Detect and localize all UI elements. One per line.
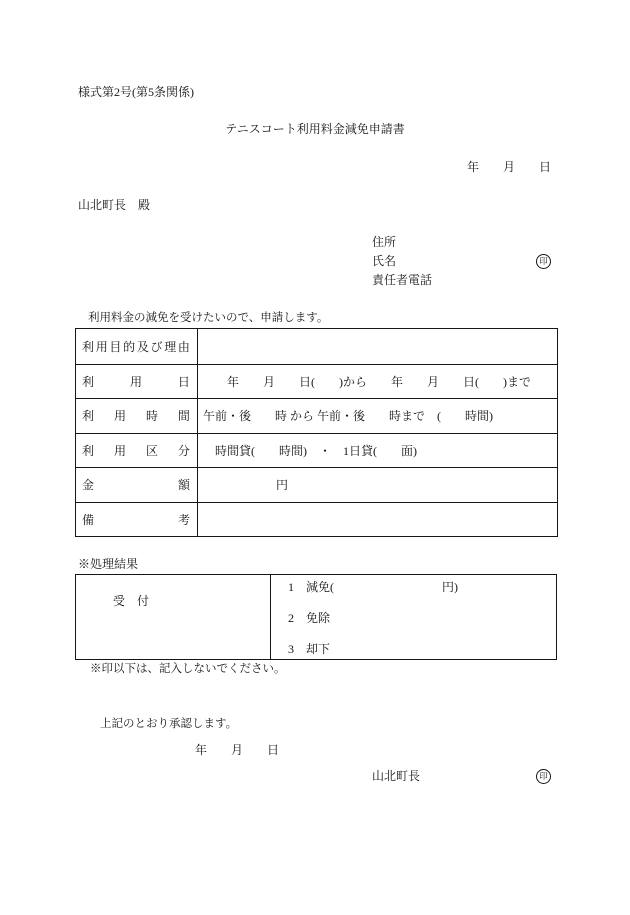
- label-char: [98, 442, 110, 459]
- purpose-label: [76, 329, 198, 364]
- processing-table: [75, 574, 557, 660]
- label-char: 利: [82, 409, 95, 424]
- label-char: 金: [82, 478, 95, 493]
- label-char: [162, 373, 174, 390]
- label-char: 用: [129, 374, 142, 389]
- office-use-notice: ※印以下は、記入しないでください。: [90, 663, 286, 675]
- label-char: 時: [145, 409, 158, 424]
- amount-label: [76, 468, 198, 502]
- reception-label: 受 付: [113, 594, 150, 608]
- label-char: 区: [145, 443, 158, 458]
- seal-mark: 印: [536, 254, 551, 269]
- result-cell: [271, 575, 556, 659]
- label-char: 用: [95, 339, 108, 354]
- label-char: 用: [113, 409, 126, 424]
- usage-type-label: [76, 434, 198, 468]
- label-char: 理: [164, 339, 177, 354]
- usage-date-label: [76, 365, 198, 399]
- approver-seal-mark: 印: [536, 769, 551, 784]
- result-option-reduction: 1 減免( 円): [288, 580, 458, 594]
- label-char: [146, 373, 158, 390]
- label-char: 分: [177, 443, 190, 458]
- label-char: [98, 407, 110, 424]
- usage-type-value: 時間貸( 時間) ・ 1日貸( 面): [215, 443, 417, 458]
- remarks-value: [198, 503, 557, 537]
- approval-statement: 上記のとおり承認します。: [100, 718, 238, 730]
- label-char: 間: [177, 409, 190, 424]
- purpose-row: [76, 329, 557, 364]
- label-char: 利: [82, 374, 95, 389]
- label-char: [146, 511, 158, 528]
- label-char: 用: [113, 443, 126, 458]
- label-char: [114, 373, 126, 390]
- label-char: 的: [123, 339, 136, 354]
- approval-date: 年 月 日: [195, 743, 280, 757]
- remarks-label: [76, 503, 198, 537]
- amount-value: 円: [276, 478, 289, 493]
- label-char: [130, 407, 142, 424]
- label-char: 日: [177, 374, 190, 389]
- label-char: 額: [177, 478, 190, 493]
- application-date: 年 月 日: [467, 160, 552, 174]
- application-statement: 利用料金の減免を受けたいので、申請します。: [88, 312, 329, 324]
- document-title: テニスコート利用料金減免申請書: [225, 122, 405, 136]
- result-option-exemption: 2 免除: [288, 611, 331, 625]
- usage-type-row: [76, 433, 557, 468]
- name-label: 氏名: [372, 254, 397, 268]
- purpose-value: [198, 329, 557, 364]
- address-label: 住所: [372, 235, 397, 249]
- application-table: [75, 328, 558, 537]
- remarks-row: [76, 502, 557, 537]
- result-option-rejection: 3 却下: [288, 642, 331, 656]
- label-char: [162, 407, 174, 424]
- label-char: [130, 442, 142, 459]
- label-char: 利: [82, 339, 95, 354]
- approver-title: 山北町長: [372, 769, 421, 783]
- usage-date-value: 年 月 日( )から 年 月 日( )まで: [227, 374, 531, 389]
- label-char: 備: [82, 512, 95, 527]
- label-char: 由: [177, 339, 190, 354]
- usage-time-label: [76, 399, 198, 433]
- label-char: [114, 511, 126, 528]
- label-char: 目: [109, 339, 122, 354]
- reception-cell: [76, 575, 271, 659]
- usage-time-row: [76, 398, 557, 433]
- usage-date-row: [76, 364, 557, 399]
- label-char: [162, 442, 174, 459]
- label-char: [114, 476, 126, 493]
- phone-label: 責任者電話: [372, 273, 433, 287]
- form-number: 様式第2号(第5条関係): [78, 85, 194, 99]
- label-char: 利: [82, 443, 95, 458]
- addressee: 山北町長 殿: [78, 198, 151, 212]
- label-char: 考: [177, 512, 190, 527]
- label-char: 及: [136, 339, 149, 354]
- amount-row: [76, 467, 557, 502]
- label-char: び: [150, 339, 163, 354]
- processing-heading: ※処理結果: [78, 557, 139, 571]
- usage-time-value: 午前・後 時 から 午前・後 時まで ( 時間): [203, 409, 493, 424]
- label-char: [146, 476, 158, 493]
- label-char: [98, 373, 110, 390]
